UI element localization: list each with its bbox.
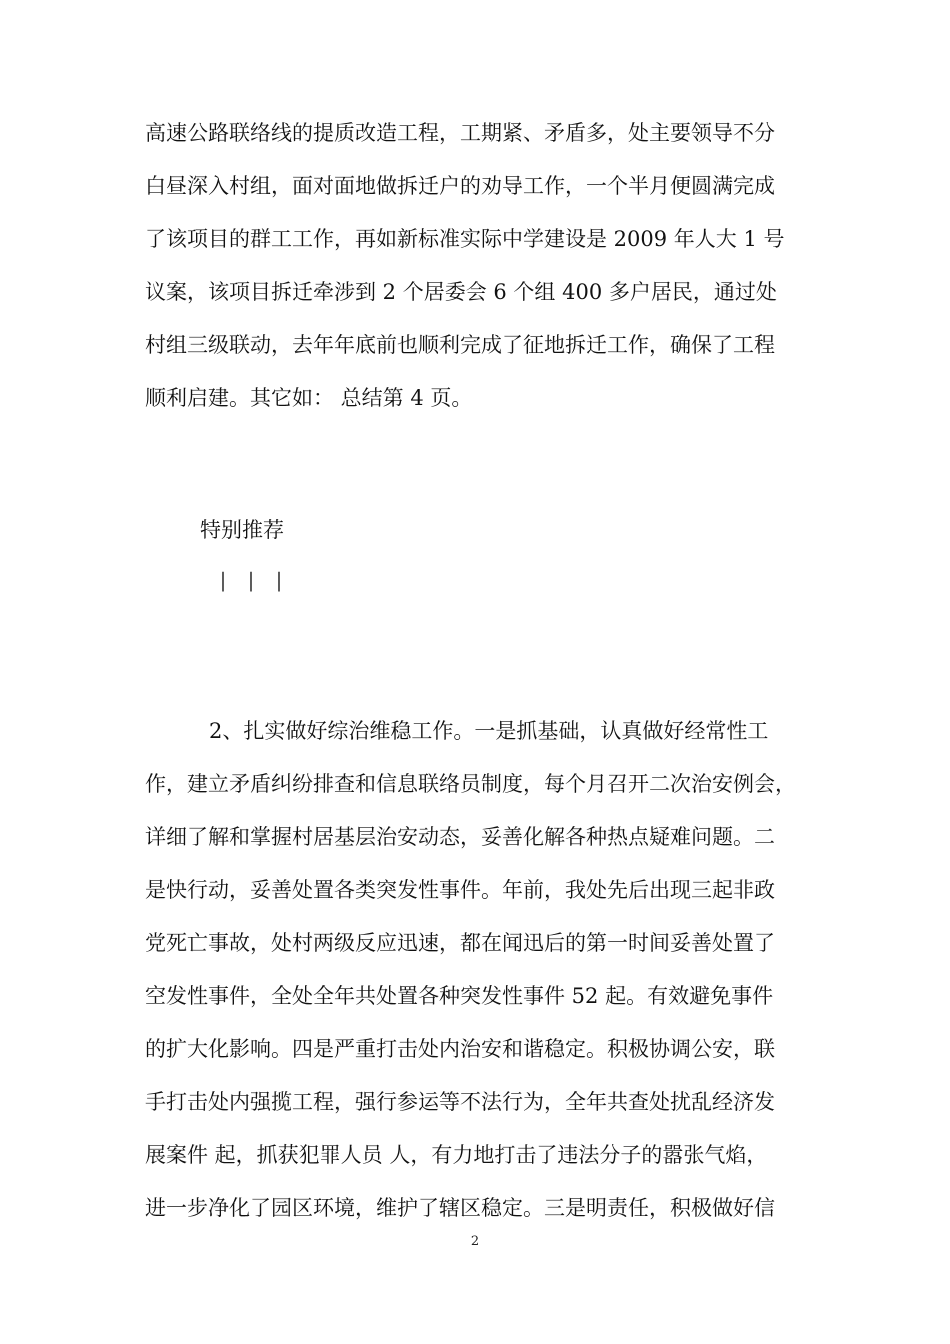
paragraph-2 — [145, 705, 815, 1235]
paragraph-line: 作，建立矛盾纠纷排查和信息联络员制度，每个月召开二次治安例会， — [145, 772, 796, 796]
paragraph-line: 展案件 起，抓获犯罪人员 人，有力地打击了违法分子的嚣张气焰， — [145, 1143, 768, 1167]
page-number: 2 — [470, 1234, 480, 1249]
paragraph-line: 白昼深入村组，面对面地做拆迁户的劝导工作，一个半月便圆满完成 — [145, 174, 775, 198]
paragraph-line: 是快行动，妥善处置各类突发性事件。年前，我处先后出现三起非政 — [145, 878, 775, 902]
paragraph-line: 高速公路联络线的提质改造工程，工期紧、矛盾多，处主要领导不分 — [145, 121, 775, 145]
paragraph-line: 的扩大化影响。四是严重打击处内治安和谐稳定。积极协调公安，联 — [145, 1037, 775, 1061]
paragraph-line: 进一步净化了园区环境，维护了辖区稳定。三是明责任，积极做好信 — [145, 1196, 775, 1220]
paragraph-line: 议案，该项目拆迁牵涉到 2 个居委会 6 个组 400 多户居民，通过处 — [145, 280, 777, 304]
recommend-link[interactable]: | — [247, 568, 255, 592]
paragraph-line: 2、扎实做好综治维稳工作。一是抓基础，认真做好经常性工 — [209, 719, 769, 743]
paragraph-line: 了该项目的群工工作，再如新标准实际中学建设是 2009 年人大 1 号 — [145, 227, 785, 251]
paragraph-line: 空发性事件，全处全年共处置各种突发性事件 52 起。有效避免事件 — [145, 984, 774, 1008]
paragraph-line: 顺利启建。其它如： 总结第 4 页。 — [145, 386, 473, 410]
recommend-link[interactable]: | — [219, 568, 227, 592]
paragraph-line: 党死亡事故，处村两级反应迅速，都在闻迅后的第一时间妥善处置了 — [145, 931, 775, 955]
paragraph-line: 村组三级联动，去年年底前也顺利完成了征地拆迁工作，确保了工程 — [145, 333, 775, 357]
paragraph-1 — [145, 107, 815, 425]
paragraph-line: 详细了解和掌握村居基层治安动态，妥善化解各种热点疑难问题。二 — [145, 825, 775, 849]
recommend-link[interactable]: | — [275, 568, 283, 592]
recommend-title: 特别推荐 — [200, 518, 284, 542]
recommend-links — [209, 566, 293, 594]
paragraph-line: 手打击处内强揽工程，强行参运等不法行为，全年共查处扰乱经济发 — [145, 1090, 775, 1114]
